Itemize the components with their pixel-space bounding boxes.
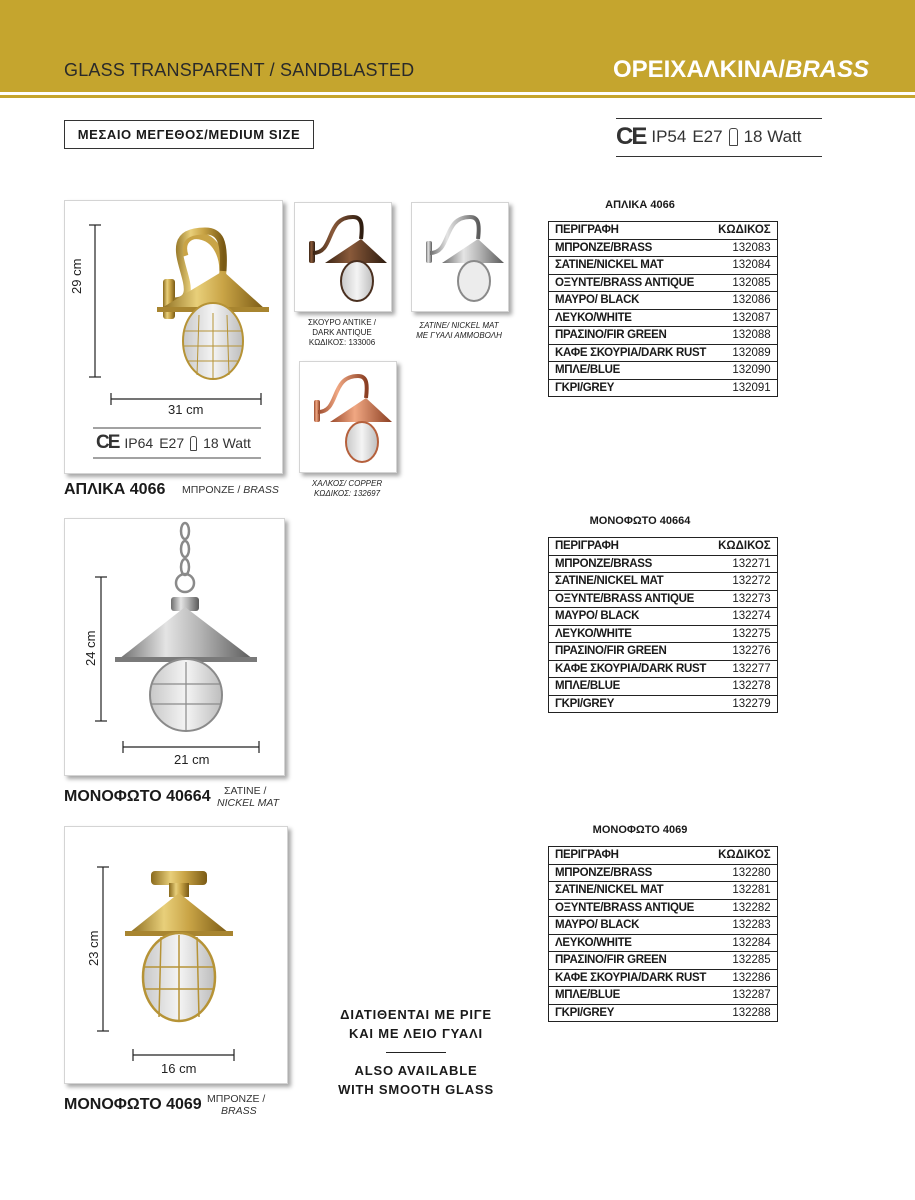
- code-cell: 132282: [712, 899, 777, 917]
- socket-type: E27: [159, 435, 185, 451]
- variant-caption-nickel-mat: [405, 321, 513, 341]
- description-cell: ΜΑΥΡΟ/ BLACK: [549, 917, 713, 935]
- code-cell: ΚΩΔΙΚΟΣ: [712, 538, 777, 556]
- dim-height-4069: 23 cm: [86, 930, 101, 966]
- code-cell: 132285: [712, 952, 777, 970]
- finish-greek: ΜΠΡΟΝΖΕ /: [207, 1093, 266, 1105]
- code-cell: 132090: [712, 362, 777, 380]
- header-left-title: GLASS TRANSPARENT / SANDBLASTED: [64, 60, 415, 80]
- table-row: [549, 292, 778, 310]
- product-name-4066: ΑΠΛΙΚΑ 4066: [64, 481, 166, 498]
- table-row: [549, 882, 778, 900]
- description-cell: ΓΚΡΙ/GREY: [549, 379, 713, 397]
- header-rule-thick: [0, 88, 915, 92]
- table-row: [549, 257, 778, 275]
- wattage: 18 Watt: [743, 127, 802, 146]
- bulb-icon: [190, 436, 197, 451]
- product-finish-4069: [207, 1093, 265, 1117]
- code-cell: 132278: [712, 678, 777, 696]
- table-row: [549, 1004, 778, 1022]
- code-cell: 132083: [712, 239, 777, 257]
- table-row: [549, 917, 778, 935]
- table-header-row: [549, 538, 778, 556]
- product-finish-4066: [182, 484, 279, 496]
- description-cell: ΛΕΥΚΟ/WHITE: [549, 934, 713, 952]
- caption-line: DARK ANTIQUE: [312, 328, 372, 337]
- caption-line: ΣΑΤΙΝΕ/ NICKEL MAT: [419, 321, 499, 330]
- description-cell: ΜΠΛΕ/BLUE: [549, 987, 713, 1005]
- table-title: ΜΟΝΟΦΩΤΟ 4069: [592, 824, 688, 836]
- dim-height-4066: 29 cm: [69, 258, 84, 294]
- smooth-glass-note: [316, 1005, 516, 1099]
- table-row: [549, 987, 778, 1005]
- code-cell: 132281: [712, 882, 777, 900]
- description-cell: ΣΑΤΙΝΕ/NICKEL MAT: [549, 882, 713, 900]
- wattage: 18 Watt: [203, 435, 251, 451]
- table-row: [549, 934, 778, 952]
- note-greek-line: ΔΙΑΤΙΘΕΝΤΑΙ ΜΕ ΡΙΓΕ: [340, 1007, 492, 1022]
- header-rule-thin: [0, 95, 915, 98]
- table-row: [549, 952, 778, 970]
- socket-type: E27: [692, 127, 723, 146]
- description-cell: ΠΕΡΙΓΡΑΦΗ: [549, 222, 713, 240]
- header-right-title: [613, 56, 869, 84]
- description-cell: ΠΡΑΣΙΝΟ/FIR GREEN: [549, 327, 713, 345]
- table-row: [549, 660, 778, 678]
- description-cell: ΜΠΡΟΝΖΕ/BRASS: [549, 239, 713, 257]
- description-cell: ΟΞΥΝΤΕ/BRASS ANTIQUE: [549, 590, 713, 608]
- description-cell: ΓΚΡΙ/GREY: [549, 695, 713, 713]
- caption-line: ΚΩΔΙΚΟΣ: 132697: [313, 489, 381, 498]
- description-cell: ΜΑΥΡΟ/ BLACK: [549, 608, 713, 626]
- ce-mark-icon: CE: [96, 432, 119, 453]
- specs-4066: [96, 432, 251, 454]
- code-cell: ΚΩΔΙΚΟΣ: [712, 847, 777, 865]
- description-cell: ΣΑΤΙΝΕ/NICKEL MAT: [549, 257, 713, 275]
- table-row: [549, 274, 778, 292]
- variant-photo-dark-antique: [294, 202, 392, 312]
- code-cell: 132087: [712, 309, 777, 327]
- table-row: [549, 864, 778, 882]
- code-cell: 132276: [712, 643, 777, 661]
- code-cell: 132088: [712, 327, 777, 345]
- finish-english: BRASS: [243, 484, 279, 496]
- ip-rating: IP54: [651, 127, 687, 146]
- description-cell: ΛΕΥΚΟ/WHITE: [549, 309, 713, 327]
- description-cell: ΠΡΑΣΙΝΟ/FIR GREEN: [549, 643, 713, 661]
- description-cell: ΜΑΥΡΟ/ BLACK: [549, 292, 713, 310]
- table-title: ΑΠΛΙΚΑ 4066: [605, 199, 675, 211]
- note-greek-line: ΚΑΙ ΜΕ ΛΕΙΟ ΓΥΑΛΙ: [349, 1026, 483, 1041]
- code-cell: 132280: [712, 864, 777, 882]
- ce-mark-icon: CE: [616, 123, 646, 150]
- note-english-line: ALSO AVAILABLE: [354, 1063, 478, 1078]
- variant-caption-copper: [297, 479, 397, 499]
- description-cell: ΜΠΛΕ/BLUE: [549, 678, 713, 696]
- table-row: [549, 362, 778, 380]
- description-cell: ΜΠΡΟΝΖΕ/BRASS: [549, 864, 713, 882]
- note-english-line: WITH SMOOTH GLASS: [338, 1082, 494, 1097]
- description-cell: ΚΑΦΕ ΣΚΟΥΡΙΑ/DARK RUST: [549, 660, 713, 678]
- code-table-block-4066: [548, 199, 771, 397]
- table-row: [549, 678, 778, 696]
- table-row: [549, 608, 778, 626]
- description-cell: ΜΠΛΕ/BLUE: [549, 362, 713, 380]
- variant-photo-copper: [299, 361, 397, 473]
- code-cell: 132091: [712, 379, 777, 397]
- top-specs-rule-bottom: [616, 156, 822, 157]
- finish-english: BRASS: [221, 1105, 257, 1117]
- table-row: [549, 573, 778, 591]
- caption-line: ΚΩΔΙΚΟΣ: 133006: [308, 338, 376, 347]
- code-cell: 132271: [712, 555, 777, 573]
- description-cell: ΚΑΦΕ ΣΚΟΥΡΙΑ/DARK RUST: [549, 969, 713, 987]
- dim-width-4066: 31 cm: [168, 402, 204, 417]
- code-cell: 132272: [712, 573, 777, 591]
- code-cell: 132283: [712, 917, 777, 935]
- table-row: [549, 327, 778, 345]
- table-row: [549, 969, 778, 987]
- table-header-row: [549, 847, 778, 865]
- product-name-4069: ΜΟΝΟΦΩΤΟ 4069: [64, 1096, 202, 1113]
- product-finish-40664: [217, 785, 279, 809]
- table-header-row: [549, 222, 778, 240]
- table-row: [549, 695, 778, 713]
- code-cell: 132085: [712, 274, 777, 292]
- dim-width-40664: 21 cm: [174, 752, 210, 767]
- code-table-block-40664: [548, 515, 771, 713]
- description-cell: ΜΠΡΟΝΖΕ/BRASS: [549, 555, 713, 573]
- code-cell: 132273: [712, 590, 777, 608]
- table-row: [549, 555, 778, 573]
- size-label: ΜΕΣΑΙΟ ΜΕΓΕΘΟΣ/MEDIUM SIZE: [64, 120, 314, 149]
- table-row: [549, 643, 778, 661]
- top-specs: [616, 123, 822, 151]
- code-table: [548, 537, 778, 713]
- table-row: [549, 344, 778, 362]
- code-table-block-4069: [548, 824, 771, 1022]
- code-cell: 132274: [712, 608, 777, 626]
- finish-greek: ΣΑΤΙΝΕ /: [224, 785, 267, 797]
- header-right-greek: ΟΡΕΙΧΑΛΚΙΝΑ/: [612, 56, 785, 83]
- table-row: [549, 625, 778, 643]
- code-cell: 132086: [712, 292, 777, 310]
- code-cell: 132287: [712, 987, 777, 1005]
- product-name-40664: ΜΟΝΟΦΩΤΟ 40664: [64, 788, 211, 805]
- description-cell: ΠΡΑΣΙΝΟ/FIR GREEN: [549, 952, 713, 970]
- description-cell: ΚΑΦΕ ΣΚΟΥΡΙΑ/DARK RUST: [549, 344, 713, 362]
- header-right-english: BRASS: [784, 56, 869, 83]
- caption-line: ΧΑΛΚΟΣ/ COPPER: [311, 479, 383, 488]
- variant-photo-nickel-mat: [411, 202, 509, 312]
- description-cell: ΠΕΡΙΓΡΑΦΗ: [549, 538, 713, 556]
- code-cell: 132277: [712, 660, 777, 678]
- dark-antique-lamp-image: [295, 203, 391, 311]
- table-row: [549, 590, 778, 608]
- code-cell: 132275: [712, 625, 777, 643]
- table-row: [549, 899, 778, 917]
- description-cell: ΠΕΡΙΓΡΑΦΗ: [549, 847, 713, 865]
- dim-width-4069: 16 cm: [161, 1061, 197, 1076]
- top-specs-rule: [616, 118, 822, 119]
- variant-caption-dark-antique: [298, 318, 386, 348]
- description-cell: ΣΑΤΙΝΕ/NICKEL MAT: [549, 573, 713, 591]
- description-cell: ΟΞΥΝΤΕ/BRASS ANTIQUE: [549, 899, 713, 917]
- note-divider: [386, 1052, 446, 1053]
- code-cell: 132084: [712, 257, 777, 275]
- description-cell: ΛΕΥΚΟ/WHITE: [549, 625, 713, 643]
- code-cell: 132288: [712, 1004, 777, 1022]
- bulb-icon: [729, 128, 738, 146]
- code-cell: 132279: [712, 695, 777, 713]
- table-row: [549, 239, 778, 257]
- finish-english: NICKEL MAT: [217, 797, 280, 809]
- copper-lamp-image: [300, 362, 396, 472]
- code-cell: 132286: [712, 969, 777, 987]
- caption-line: ΣΚΟΥΡΟ ΑΝΤΙΚΕ /: [307, 318, 376, 327]
- code-cell: 132284: [712, 934, 777, 952]
- code-table: [548, 221, 778, 397]
- ip-rating: IP64: [124, 435, 154, 451]
- code-table: [548, 846, 778, 1022]
- finish-greek: ΜΠΡΟΝΖΕ /: [182, 484, 244, 496]
- table-row: [549, 379, 778, 397]
- code-cell: ΚΩΔΙΚΟΣ: [712, 222, 777, 240]
- description-cell: ΓΚΡΙ/GREY: [549, 1004, 713, 1022]
- caption-line: ΜΕ ΓΥΑΛΙ ΑΜΜΟΒΟΛΗ: [416, 331, 502, 340]
- table-row: [549, 309, 778, 327]
- nickel-mat-lamp-image: [412, 203, 508, 311]
- description-cell: ΟΞΥΝΤΕ/BRASS ANTIQUE: [549, 274, 713, 292]
- dim-height-40664: 24 cm: [83, 630, 98, 666]
- table-title: ΜΟΝΟΦΩΤΟ 40664: [589, 515, 691, 527]
- code-cell: 132089: [712, 344, 777, 362]
